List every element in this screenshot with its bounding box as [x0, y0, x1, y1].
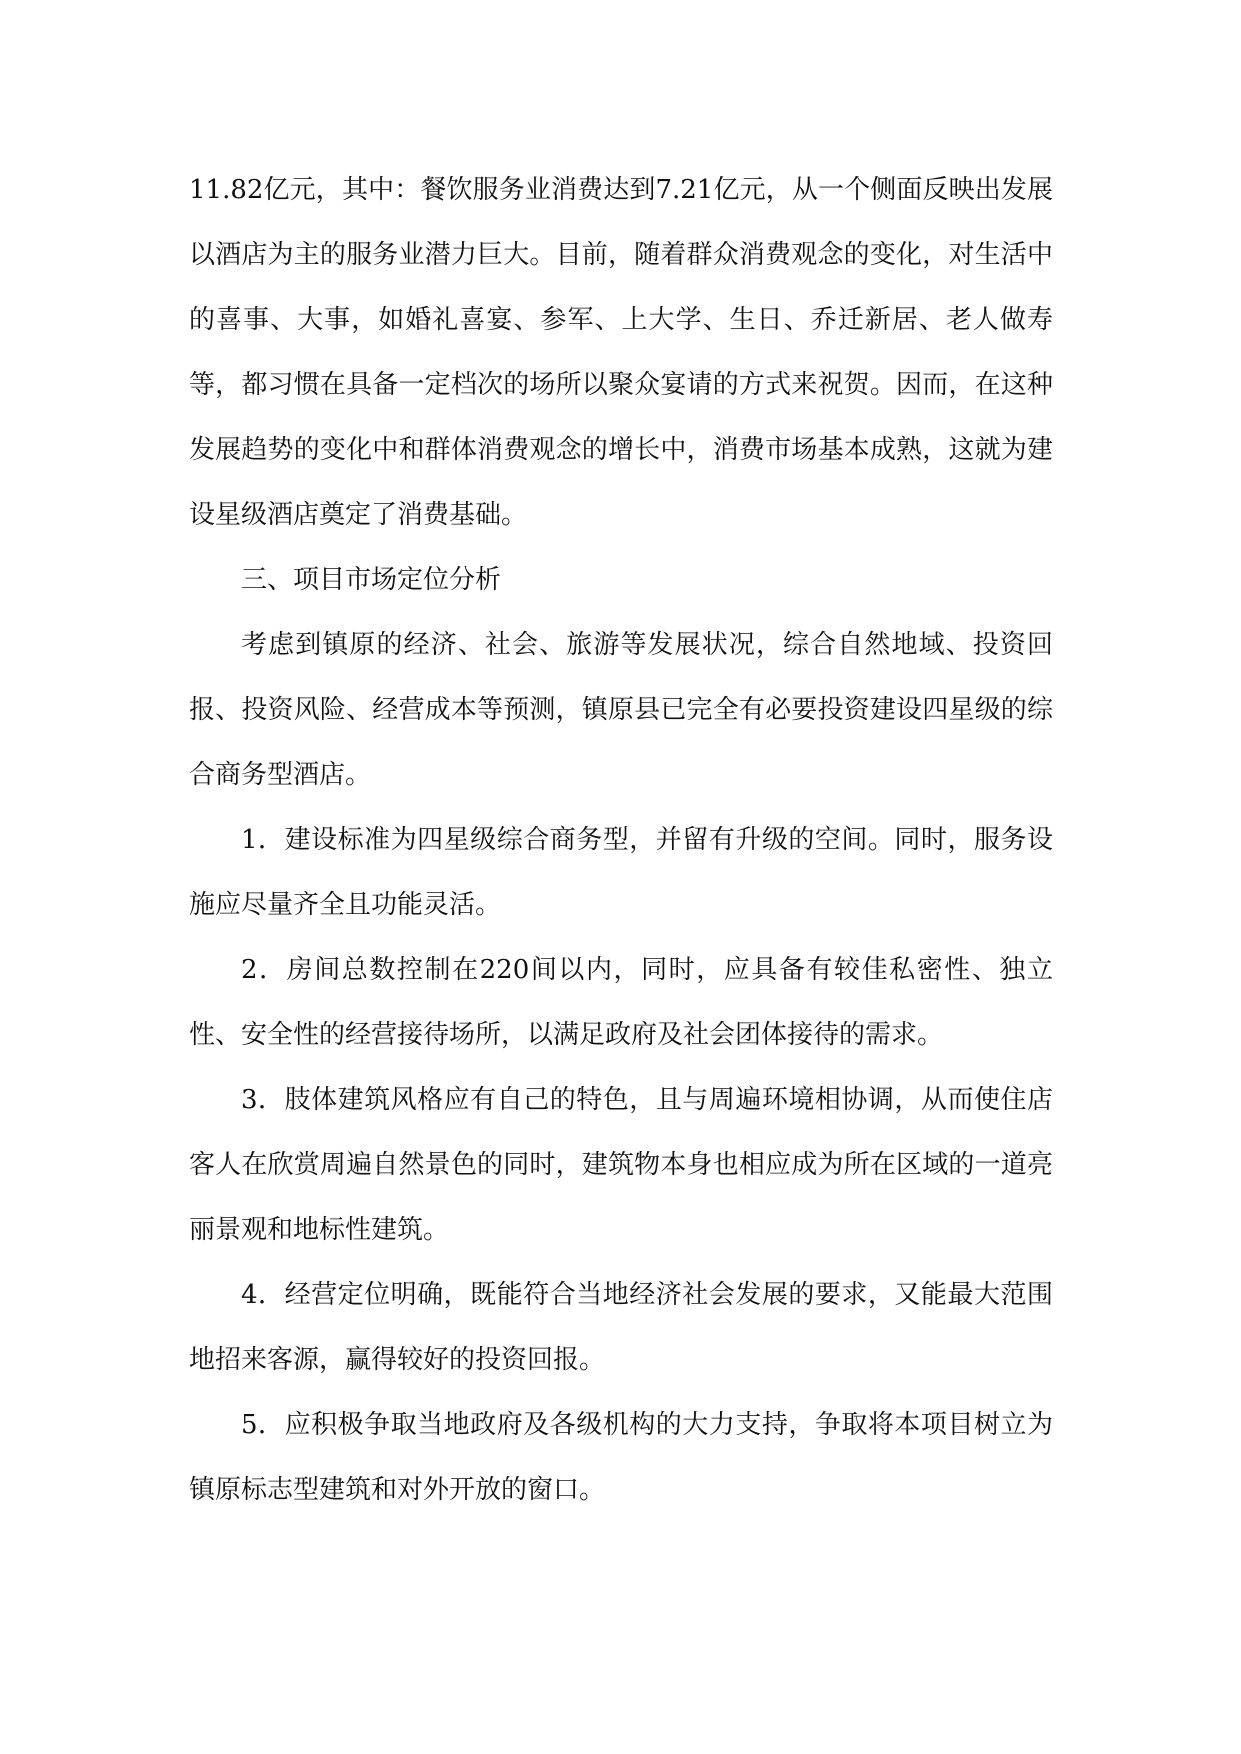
list-item-4-business-positioning: 4．经营定位明确，既能符合当地经济社会发展的要求，又能最大范围地招来客源，赢得较好的投资回报。: [189, 1280, 1053, 1375]
list-item-2-room-count: 2．房间总数控制在220间以内，同时，应具备有较佳私密性、独立性、安全性的经营接待场所，以满足政府及社会团体接待的需求。: [189, 955, 1053, 1050]
paragraph-positioning-summary: 考虑到镇原的经济、社会、旅游等发展状况，综合自然地域、投资回报、投资风险、经营成本等预测，镇原县已完全有必要投资建设四星级的综合商务型酒店。: [189, 630, 1053, 790]
section-heading-market-positioning: 三、项目市场定位分析: [241, 565, 502, 595]
document-body: [189, 158, 1053, 1523]
list-item-1-construction-standard: 1．建设标准为四星级综合商务型，并留有升级的空间。同时，服务设施应尽量齐全且功能灵活。: [189, 825, 1053, 920]
list-item-5-government-support: 5．应积极争取当地政府及各级机构的大力支持，争取将本项目树立为镇原标志型建筑和对外开放的窗口。: [189, 1410, 1053, 1505]
paragraph-consumption-continued: 11.82亿元，其中：餐饮服务业消费达到7.21亿元，从一个侧面反映出发展以酒店为主的服务业潜力巨大。目前，随着群众消费观念的变化，对生活中的喜事、大事，如婚礼喜宴、参军、上大学、生日、乔迁新居、老人做寿等，都习惯在具备一定档次的场所以聚众宴请的方式来祝贺。因而，在这种发展趋势的变化中和群体消费观念的增长中，消费市场基本成熟，这就为建设星级酒店奠定了消费基础。: [189, 175, 1053, 530]
list-item-3-architecture-style: 3．肢体建筑风格应有自己的特色，且与周遍环境相协调，从而使住店客人在欣赏周遍自然景色的同时，建筑物本身也相应成为所在区域的一道亮丽景观和地标性建筑。: [189, 1085, 1053, 1245]
